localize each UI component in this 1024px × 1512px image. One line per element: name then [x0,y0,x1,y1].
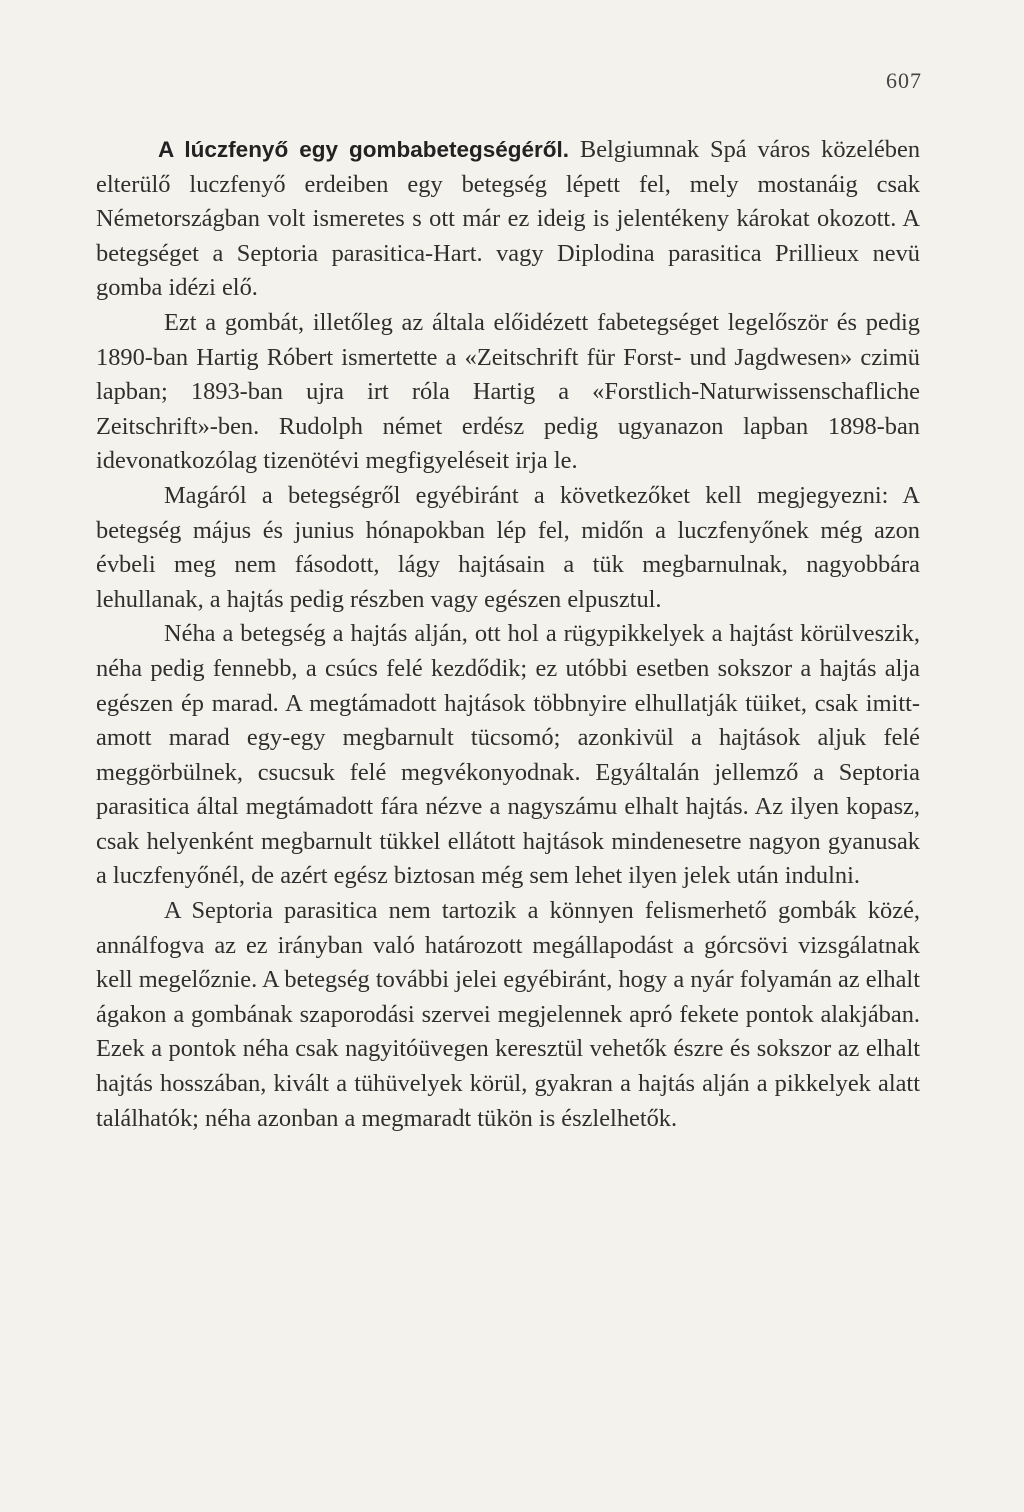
article-body [96,133,920,1136]
paragraph-4: Néha a betegség a hajtás alján, ott hol a rügypikkelyek a hajtást körülveszik, néha pedig fennebb, a csúcs felé kezdődik; ez utóbbi esetben sokszor a hajtás alja egészen ép marad. A megtámadott hajtások többnyire elhullatják tüiket, csak imitt-amott marad egy-egy megbarnult tücsomó; azonkivül a hajtások aljuk felé meggörbülnek, csucsuk felé megvékonyodnak. Egyáltalán jellemző a Septoria parasitica által megtámadott fára nézve a nagyszámu elhalt hajtás. Az ilyen kopasz, csak helyenként megbarnult tükkel ellátott hajtások mindenesetre nagyon gyanusak a luczfenyőnél, de azért egész biztosan még sem lehet ilyen jelek után indulni. [96,620,920,890]
paragraph-1 [96,133,920,306]
paragraph-1-text: Belgiumnak Spá város közelében elterülő luczfenyő erdeiben egy betegség lépett fel, mely mostanáig csak Németországban volt ismeretes s ott már ez ideig is jelentékeny károkat okozott. A betegséget a Septoria parasitica-Hart. vagy Diplodina parasitica Prillieux nevü gomba idézi elő. [96,136,921,302]
page-number: 607 [886,68,922,93]
article-title: A lúczfenyő egy gombabetegségéről. [158,137,570,162]
paragraph-2: Ezt a gombát, illetőleg az általa előidézett fabetegséget legelőször és pedig 1890-ban Hartig Róbert ismertette a «Zeitschrift für Forst- und Jagdwesen» czimü lapban; 1893-ban ujra irt róla Hartig a «Forstlich-Naturwissenschafliche Zeitschrift»-ben. Rudolph német erdész pedig ugyanazon lapban 1898-ban idevonatkozólag tizenötévi megfigyeléseit irja le. [96,308,920,475]
paragraph-5: A Septoria parasitica nem tartozik a könnyen felismerhető gombák közé, annálfogva az ez irányban való határozott megállapodást a górcsövi vizsgálatnak kell megelőznie. A betegség további jelei egyébiránt, hogy a nyár folyamán az elhalt ágakon a gombának szaporodási szervei megjelennek apró fekete pontok alakjában. Ezek a pontok néha csak nagyitóüvegen keresztül vehetők észre és sokszor az elhalt hajtás hosszában, kivált a tühüvelyek körül, gyakran a hajtás alján a pikkelyek alatt találhatók; néha azonban a megmaradt tükön is észlelhetők. [96,897,920,1132]
paragraph-3: Magáról a betegségről egyébiránt a következőket kell megjegyezni: A betegség május és junius hónapokban lép fel, midőn a luczfenyőnek még azon évbeli meg nem fásodott, lágy hajtásain a tük megbarnulnak, nagyobbára lehullanak, a hajtás pedig részben vagy egészen elpusztul. [96,481,920,613]
